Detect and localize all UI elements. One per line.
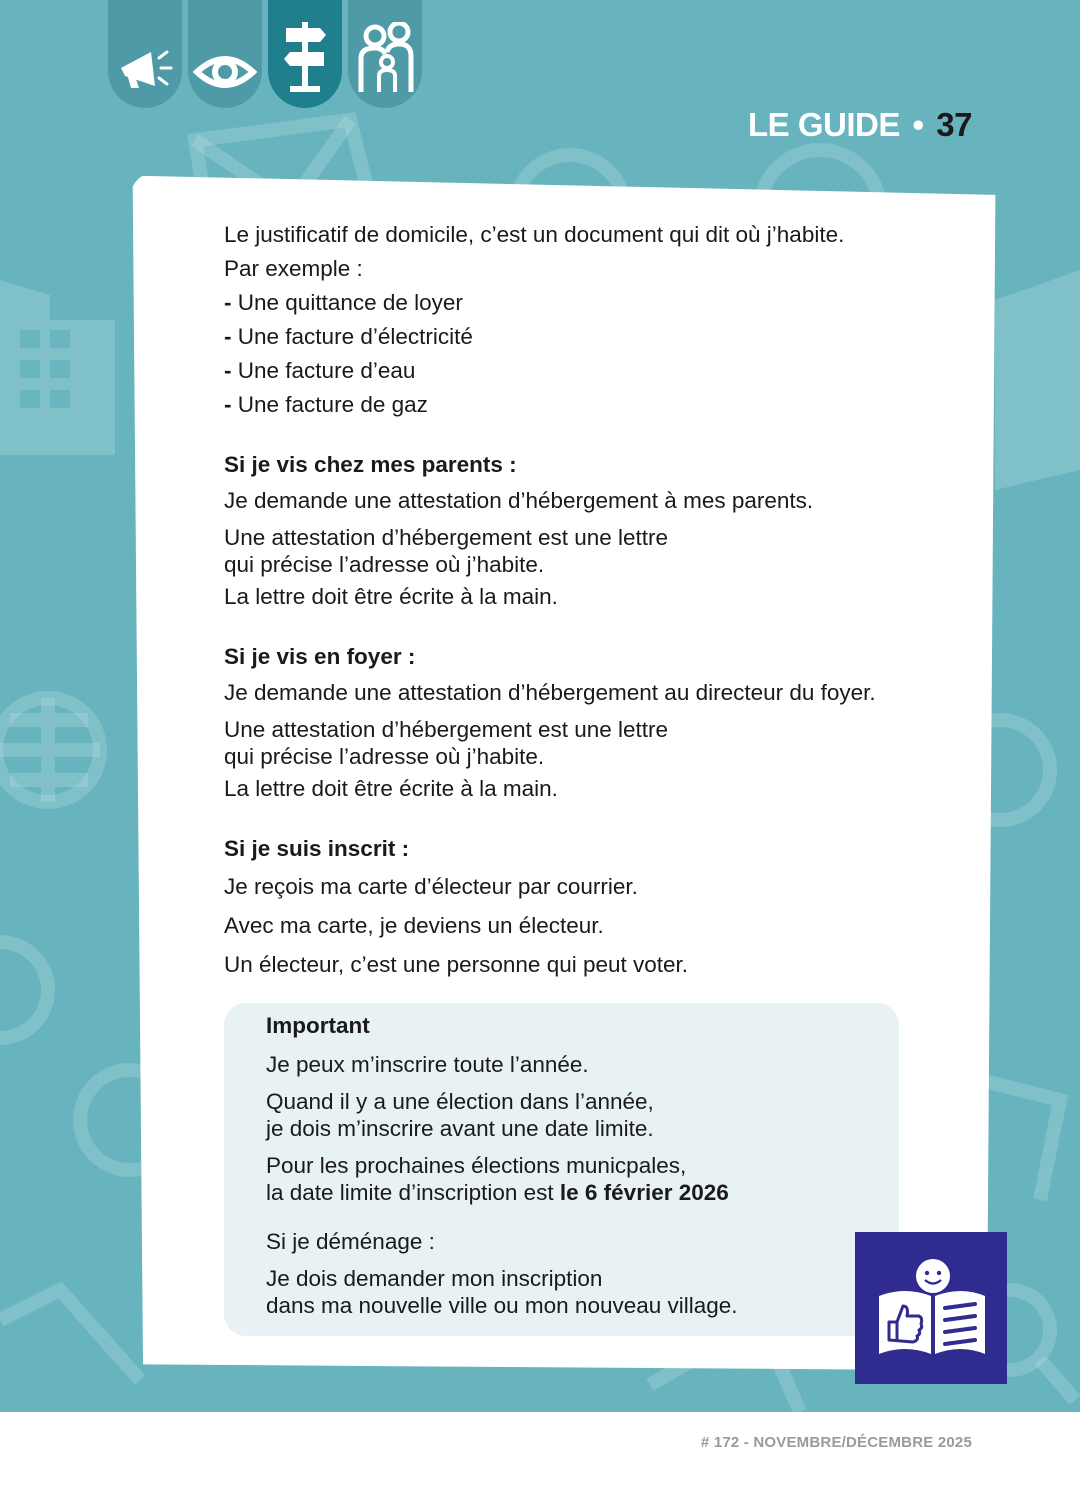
section-heading-parents: Si je vis chez mes parents : bbox=[224, 452, 517, 477]
paragraph: La lettre doit être écrite à la main. bbox=[224, 584, 558, 609]
list-item: - Une facture d’eau bbox=[224, 358, 416, 383]
paragraph: Je demande une attestation d’hébergement à mes parents. bbox=[224, 488, 814, 513]
intro-example-label: Par exemple : bbox=[224, 256, 363, 281]
list-item: - Une quittance de loyer bbox=[224, 290, 463, 315]
page-number: 37 bbox=[936, 106, 972, 143]
easy-to-read-logo bbox=[855, 1232, 1007, 1384]
paragraph: Je dois demander mon inscription dans ma nouvelle ville ou mon nouveau village. bbox=[266, 1266, 738, 1318]
eye-icon bbox=[193, 50, 257, 94]
megaphone-icon bbox=[115, 44, 175, 94]
paragraph: Je reçois ma carte d’électeur par courrier. bbox=[224, 874, 638, 899]
section-heading-inscrit: Si je suis inscrit : bbox=[224, 836, 410, 861]
paragraph: Une attestation d’hébergement est une lettre qui précise l’adresse où j’habite. bbox=[224, 525, 669, 577]
tab-signpost[interactable] bbox=[268, 0, 342, 108]
deadline-date: le 6 février 2026 bbox=[559, 1180, 729, 1205]
list-item: - Une facture de gaz bbox=[224, 392, 428, 417]
main-content bbox=[224, 218, 944, 983]
tab-megaphone[interactable] bbox=[108, 0, 182, 108]
paragraph: Si je déménage : bbox=[266, 1229, 435, 1254]
signpost-icon bbox=[280, 22, 330, 94]
paragraph: Je demande une attestation d’hébergement au directeur du foyer. bbox=[224, 680, 876, 705]
building-icon bbox=[995, 270, 1080, 490]
house-icon bbox=[980, 1080, 1060, 1200]
section-title: LE GUIDE bbox=[748, 106, 900, 143]
tab-eye[interactable] bbox=[188, 0, 262, 108]
important-title: Important bbox=[266, 1013, 370, 1038]
paragraph: Je peux m’inscrire toute l’année. bbox=[266, 1052, 589, 1077]
paragraph: Une attestation d’hébergement est une lettre qui précise l’adresse où j’habite. bbox=[224, 717, 669, 769]
page-header bbox=[748, 106, 972, 144]
list-item: - Une facture d’électricité bbox=[224, 324, 473, 349]
paragraph: Quand il y a une élection dans l’année, je dois m’inscrire avant une date limite. bbox=[266, 1089, 654, 1141]
header-separator: • bbox=[912, 106, 924, 143]
paragraph: La lettre doit être écrite à la main. bbox=[224, 776, 558, 801]
house-icon bbox=[0, 1290, 140, 1380]
section-heading-foyer: Si je vis en foyer : bbox=[224, 644, 416, 669]
easy-to-read-logo-icon bbox=[855, 1232, 1007, 1384]
paragraph: Avec ma carte, je deviens un électeur. bbox=[224, 913, 604, 938]
issue-footer: # 172 - NOVEMBRE/DÉCEMBRE 2025 bbox=[700, 1434, 972, 1451]
people-icon bbox=[353, 22, 417, 94]
paragraph: Pour les prochaines élections municpales, la date limite d’inscription est le 6 février 2026 bbox=[266, 1153, 729, 1205]
tab-people[interactable] bbox=[348, 0, 422, 108]
intro-line: Le justificatif de domicile, c’est un document qui dit où j’habite. bbox=[224, 222, 845, 247]
paragraph: Un électeur, c’est une personne qui peut voter. bbox=[224, 952, 689, 977]
important-box bbox=[224, 1003, 899, 1336]
